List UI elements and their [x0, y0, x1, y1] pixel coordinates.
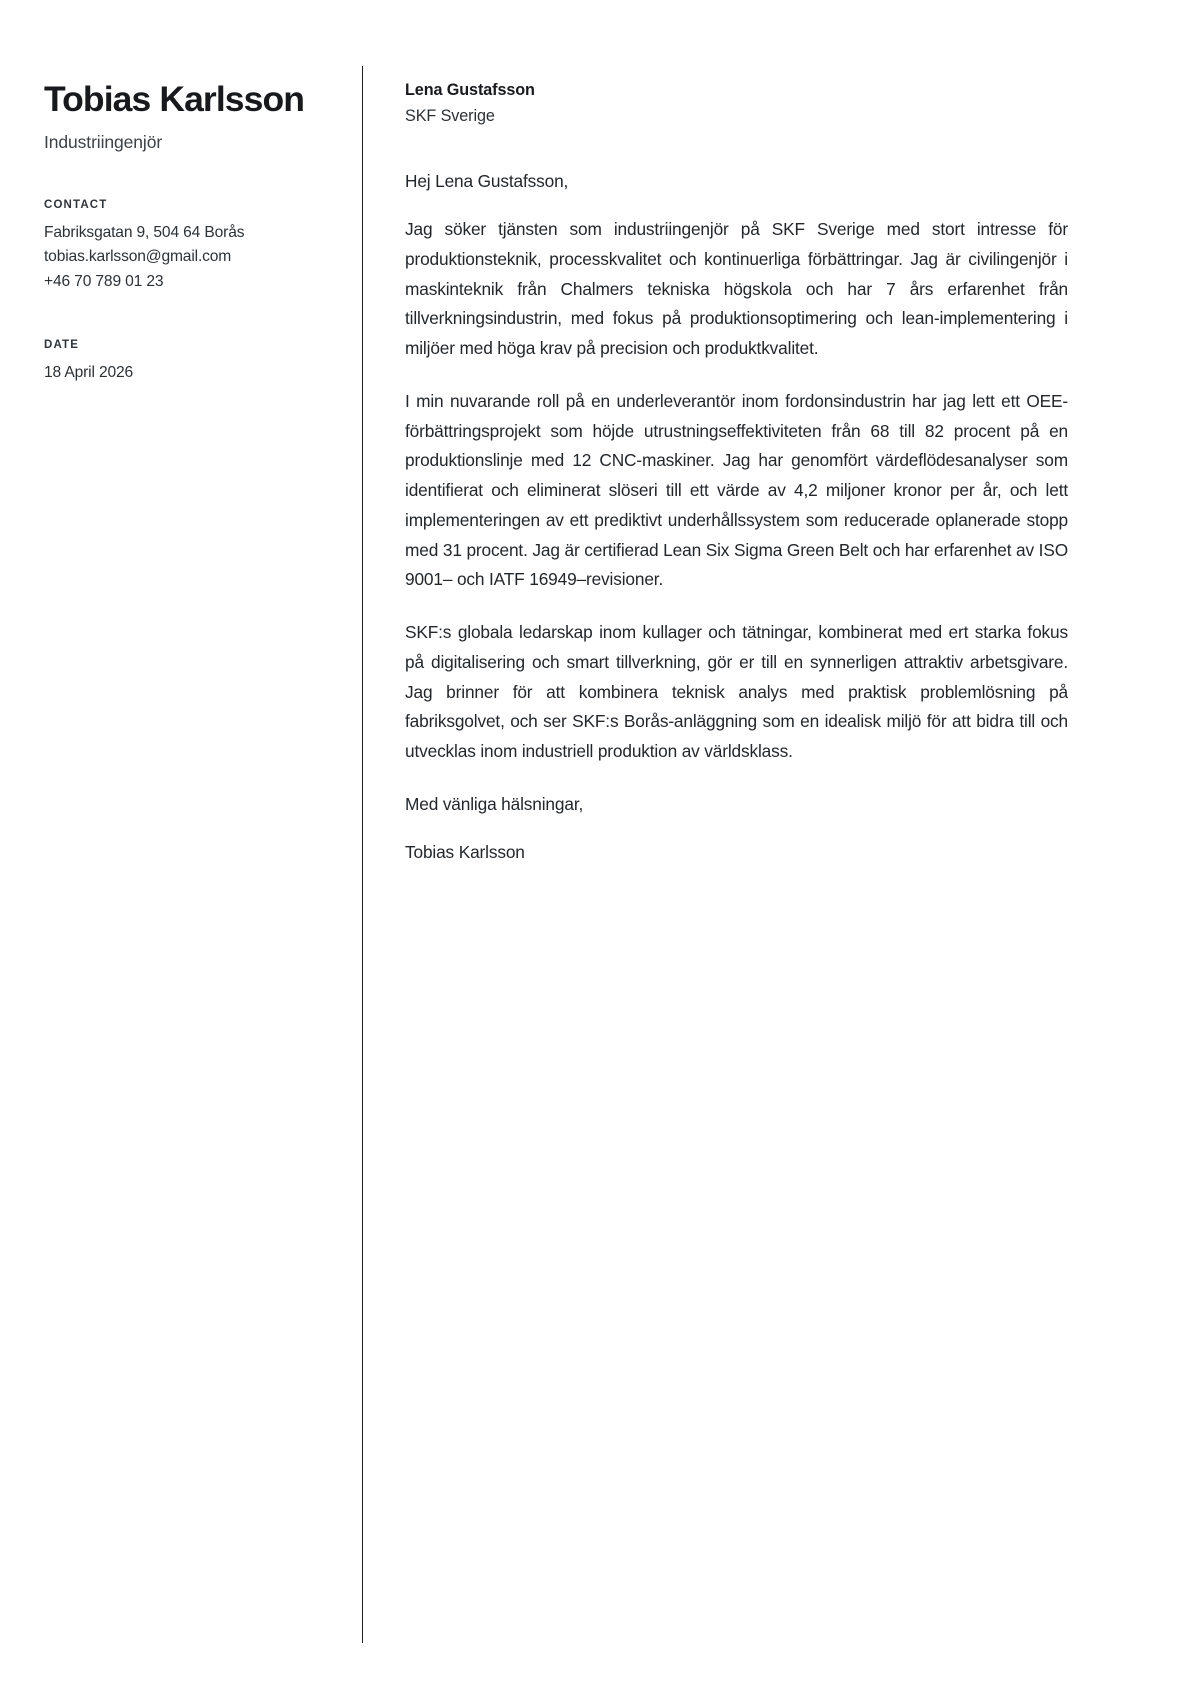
- date-heading: DATE: [44, 338, 80, 351]
- letter-paragraph-2: I min nuvarande roll på en underleverantör inom fordonsindustrin har jag lett ett OEE-förbättringsprojekt som höjde utrustningseffektiviteten från 68 till 82 procent på en produktionslinje med 12 CNC-maskiner. Jag har genomfört värdeflödesanalyser som identifierat och eliminerat slöseri till ett värde av 4,2 miljoner kronor per år, och lett implementeringen av ett prediktivt underhållssystem som reducerade oplanerade stopp med 31 procent. Jag är certifierad Lean Six Sigma Green Belt och har erfarenhet av ISO 9001– och IATF 16949–revisioner.: [405, 390, 1068, 590]
- contact-email[interactable]: tobias.karlsson@gmail.com: [44, 248, 232, 266]
- letter-paragraph-1: Jag söker tjänsten som industriingenjör på SKF Sverige med stort intresse för produktionsteknik, processkvalitet och kontinuerliga förbättringar. Jag är civilingenjör i maskinteknik från Chalmers tekniska högskola och har 7 års erfarenhet från tillverkningsindustrin, med fokus på produktionsoptimering och lean-implementering i miljöer med höga krav på precision och produktkvalitet.: [405, 219, 1068, 358]
- letter-greeting: Hej Lena Gustafsson,: [405, 171, 569, 191]
- sidebar: [44, 62, 362, 1683]
- contact-address: Fabriksgatan 9, 504 64 Borås: [44, 223, 245, 241]
- letter-paragraph-3: SKF:s globala ledarskap inom kullager och tätningar, kombinerat med ert starka fokus på digitalisering och smart tillverkning, gör er till en synnerligen attraktiv arbetsgivare. Jag brinner för att kombinera teknisk analys med praktisk problemlösning på fabriksgolvet, och ser SKF:s Borås-anläggning som en idealisk miljö för att bidra till och utvecklas inom industriell produktion av världsklass.: [405, 622, 1068, 761]
- sender-role: Industriingenjör: [44, 131, 163, 152]
- date-value: 18 April 2026: [44, 363, 134, 381]
- contact-heading: CONTACT: [44, 198, 108, 211]
- letter-closing: Med vänliga hälsningar,: [405, 793, 584, 814]
- recipient-organization: SKF Sverige: [405, 107, 495, 125]
- contact-block: [44, 199, 328, 295]
- letter-signature: Tobias Karlsson: [405, 841, 525, 862]
- date-block: [44, 339, 328, 386]
- recipient-name: Lena Gustafsson: [405, 81, 535, 99]
- letter-body: [363, 62, 1068, 1683]
- sender-name: Tobias Karlsson: [44, 79, 305, 119]
- contact-phone[interactable]: +46 70 789 01 23: [44, 273, 164, 290]
